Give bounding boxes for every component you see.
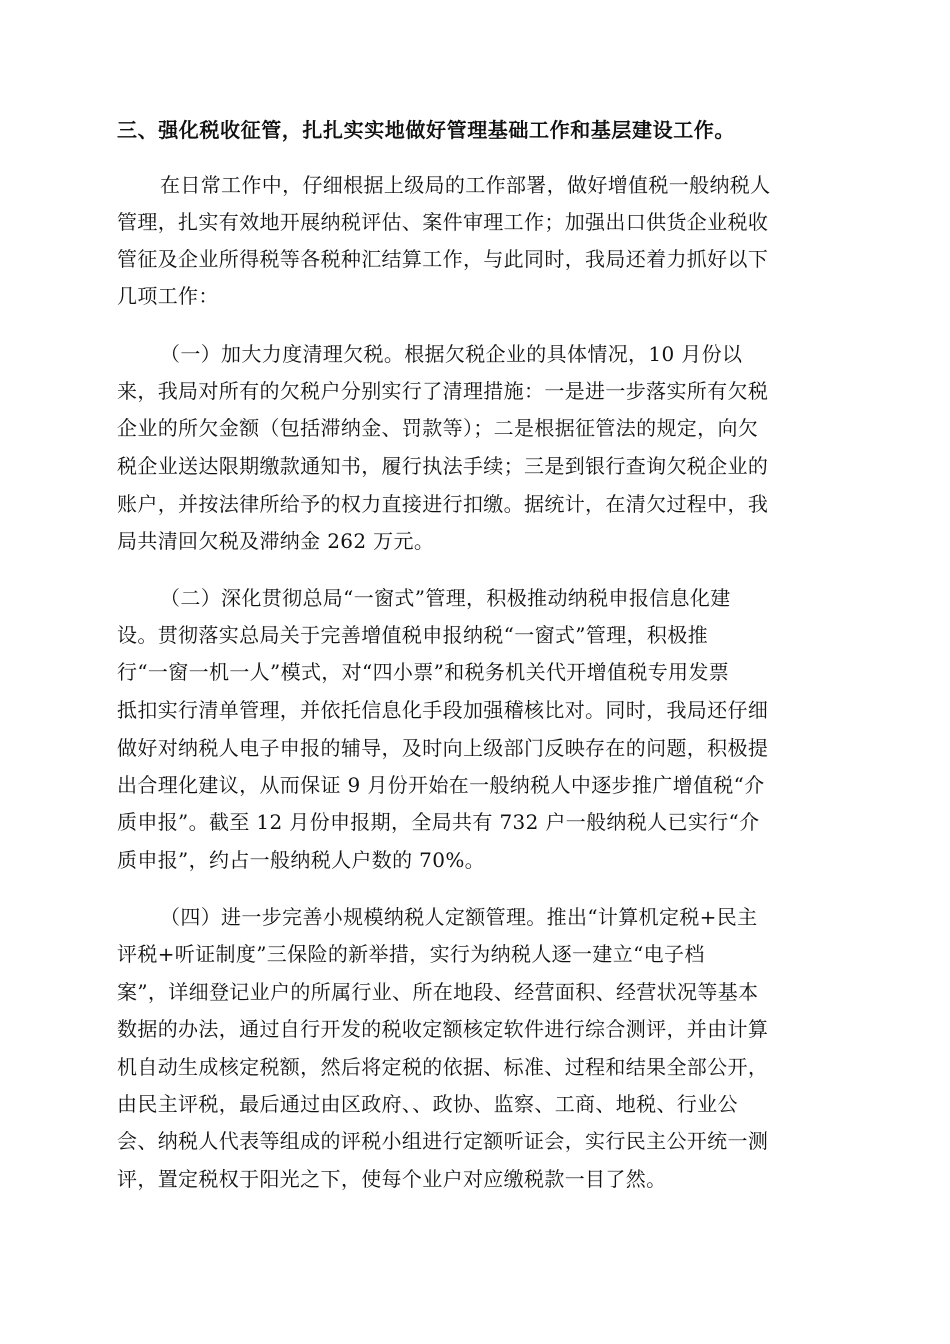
paragraph-4-line-5: 机自动生成核定税额，然后将定税的依据、标准、过程和结果全部公开，: [117, 1055, 769, 1079]
paragraph-2-line-6: 局共清回欠税及滞纳金 262 万元。: [117, 529, 435, 553]
paragraph-1-line-2: 管理，扎实有效地开展纳税评估、案件审理工作；加强出口供货企业税收: [117, 210, 769, 234]
paragraph-2-line-4: 税企业送达限期缴款通知书，履行执法手续；三是到银行查询欠税企业的: [117, 454, 769, 478]
paragraph-4-line-8: 评，置定税权于阳光之下，使每个业户对应缴税款一目了然。: [117, 1167, 667, 1191]
paragraph-3-line-7: 质申报”。截至 12 月份申报期，全局共有 732 户一般纳税人已实行“介: [117, 810, 760, 834]
paragraph-4-line-7: 会、纳税人代表等组成的评税小组进行定额听证会，实行民主公开统一测: [117, 1129, 769, 1153]
paragraph-2-line-2: 来，我局对所有的欠税户分别实行了清理措施：一是进一步落实所有欠税: [117, 379, 769, 403]
paragraph-3-line-3: 行“一窗一机一人”模式，对“四小票”和税务机关代开增值税专用发票: [117, 660, 730, 684]
paragraph-3-line-1: （二）深化贯彻总局“一窗式”管理，积极推动纳税申报信息化建: [160, 586, 731, 610]
paragraph-2-line-5: 账户，并按法律所给予的权力直接进行扣缴。据统计，在清欠过程中，我: [117, 492, 769, 516]
paragraph-2-line-1: （一）加大力度清理欠税。根据欠税企业的具体情况，10 月份以: [160, 342, 743, 366]
paragraph-4-line-6: 由民主评税，最后通过由区政府、、政协、监察、工商、地税、行业公: [117, 1092, 738, 1116]
paragraph-4-line-3: 案”，详细登记业户的所属行业、所在地段、经营面积、经营状况等基本: [117, 980, 759, 1004]
paragraph-3-line-5: 做好对纳税人电子申报的辅导，及时向上级部门反映存在的问题，积极提: [117, 736, 769, 760]
section-heading: 三、强化税收征管，扎扎实实地做好管理基础工作和基层建设工作。: [117, 118, 735, 142]
paragraph-2-line-3: 企业的所欠金额（包括滞纳金、罚款等）；二是根据征管法的规定，向欠: [117, 416, 759, 440]
paragraph-4-line-4: 数据的办法，通过自行开发的税收定额核定软件进行综合测评，并由计算: [117, 1017, 769, 1041]
paragraph-4-line-2: 评税+听证制度”三保险的新举措，实行为纳税人逐一建立“电子档: [117, 942, 705, 966]
paragraph-1-line-1: 在日常工作中，仔细根据上级局的工作部署，做好增值税一般纳税人: [160, 173, 771, 197]
paragraph-3-line-4: 抵扣实行清单管理，并依托信息化手段加强稽核比对。同时，我局还仔细: [117, 698, 769, 722]
paragraph-3-line-6: 出合理化建议，从而保证 9 月份开始在一般纳税人中逐步推广增值税“介: [117, 773, 765, 797]
paragraph-1-line-4: 几项工作：: [117, 284, 219, 308]
paragraph-3-line-8: 质申报”，约占一般纳税人户数的 70%。: [117, 848, 486, 872]
paragraph-3-line-2: 设。贯彻落实总局关于完善增值税申报纳税“一窗式”管理，积极推: [117, 623, 708, 647]
paragraph-1-line-3: 管征及企业所得税等各税种汇结算工作，与此同时，我局还着力抓好以下: [117, 247, 769, 271]
paragraph-4-line-1: （四）进一步完善小规模纳税人定额管理。推出“计算机定税+民主: [160, 905, 758, 929]
